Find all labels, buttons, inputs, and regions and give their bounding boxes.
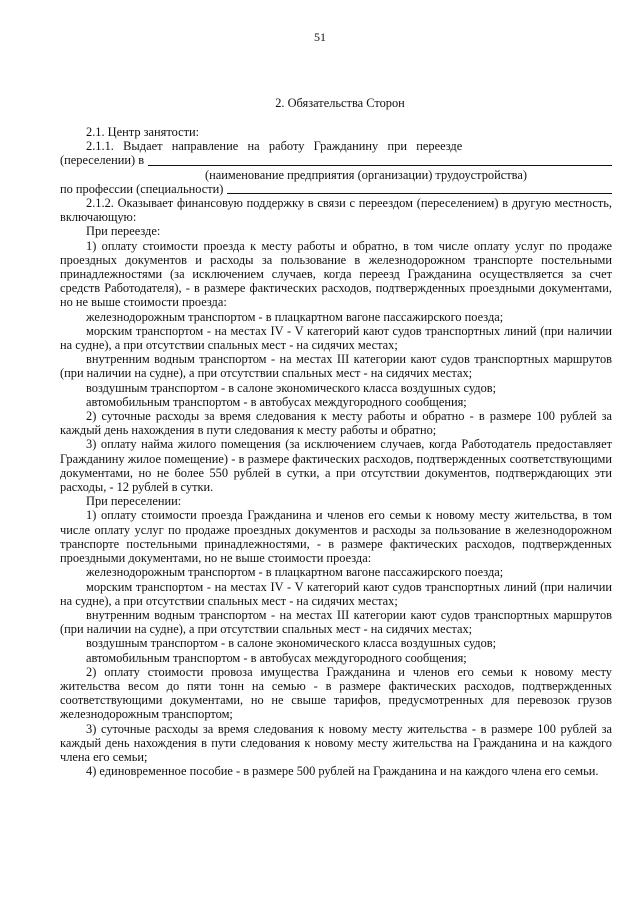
clause-2-1: 2.1. Центр занятости:: [86, 125, 200, 139]
org-blank-row: [60, 153, 612, 167]
trip-river: внутренним водным транспортом - на местах III категории кают судов транспортных маршрутов (при наличии на судне), а при отсутствии спальных мест - на сидячих местах;: [60, 352, 612, 381]
trip-sea: морским транспортом - на местах IV - V категорий кают судов транспортных линий (при наличии на судне), а при отсутствии спальных мест - на сидячих местах;: [60, 323, 612, 353]
trip-item-2: 2) суточные расходы за время следования к месту работы и обратно - в размере 100 рублей за каждый день нахождения в пути следования к месту работы и обратно;: [60, 409, 612, 438]
profession-blank-row: [60, 182, 612, 196]
clause-2-1-2: 2.1.2. Оказывает финансовую поддержку в связи с переездом (переселением) в другую местность, включающую:: [60, 196, 612, 225]
resettle-item-1: 1) оплату стоимости проезда Гражданина и членов его семьи к новому месту жительства, в том числе оплату услуг по продаже проездных документов и расходы за пользование в железнодорожном транспорте постельными принадлежностями, - в размере фактических расходов, подтвержденных проездными документами, но не выше стоимости проезда:: [60, 508, 612, 566]
trip-item-1: 1) оплату стоимости проезда к месту работы и обратно, в том числе оплату услуг по продаже проездных документов и расходы за пользование в железнодорожном транспорте постельными принадлежностями (за исключением случаев, когда переезд Гражданина осуществляется за счет средств Работодателя), - в размере фактических расходов, подтвержденных проездными документами, но не выше стоимости проезда:: [60, 238, 612, 310]
heading-relocation-trip: При переезде:: [86, 224, 161, 239]
resettle-item-4: 4) единовременное пособие - в размере 500 рублей на Гражданина и на каждого члена его семьи.: [86, 764, 599, 779]
org-caption: (наименование предприятия (организации) трудоустройства): [205, 167, 527, 182]
resettle-river: внутренним водным транспортом - на местах III категории кают судов транспортных маршрутов (при наличии на судне), а при отсутствии спальных мест - на сидячих местах;: [60, 607, 612, 637]
profession-label: по профессии (специальности): [60, 181, 224, 196]
clause-2-1-1-line: 2.1.1. Выдает направление на работу Гражданину при переезде: [86, 139, 463, 154]
resettle-item-3: 3) суточные расходы за время следования к новому месту жительства - в размере 100 рублей за каждый день нахождения в пути следования к новому месту жительства на Гражданина и на каждого члена его семьи;: [60, 721, 612, 764]
trip-air: воздушным транспортом - в салоне экономического класса воздушных судов;: [86, 380, 497, 395]
resettle-item-2: 2) оплату стоимости провоза имущества Гражданина и членов его семьи к новому месту жительства весом до пяти тонн на семью - в размере фактических расходов, подтвержденных соответствующими документами, но не свыше тарифов, предусмотренных для перевозок грузов железнодорожным транспортом;: [60, 664, 612, 722]
org-blank-line: [148, 154, 612, 166]
trip-auto: автомобильным транспортом - в автобусах междугородного сообщения;: [86, 394, 467, 409]
resettle-air: воздушным транспортом - в салоне экономического класса воздушных судов;: [86, 636, 497, 651]
heading-resettlement: При переселении:: [86, 494, 182, 509]
page-number: 51: [314, 30, 326, 44]
section-title: 2. Обязательства Сторон: [275, 96, 405, 110]
trip-item-3: 3) оплату найма жилого помещения (за исключением случаев, когда Работодатель предоставляет Гражданину жилое помещение) - в размере фактических расходов, подтвержденных соответствующими документами, но не более 550 рублей в сутки, а при отсутствии документов, подтверждающих эти расходы, - 12 рублей в сутки.: [60, 437, 612, 495]
resettle-rail: железнодорожным транспортом - в плацкартном вагоне пассажирского поезда;: [86, 565, 504, 580]
document-body: [60, 125, 612, 778]
resettle-auto: автомобильным транспортом - в автобусах междугородного сообщения;: [86, 650, 467, 665]
clause-2-1-1-continuation: (переселении) в: [60, 153, 145, 168]
trip-rail: железнодорожным транспортом - в плацкартном вагоне пассажирского поезда;: [86, 309, 504, 324]
resettle-sea: морским транспортом - на местах IV - V категорий кают судов транспортных линий (при наличии на судне), а при отсутствии спальных мест - на сидячих местах;: [60, 579, 612, 608]
profession-blank-line: [227, 182, 612, 194]
